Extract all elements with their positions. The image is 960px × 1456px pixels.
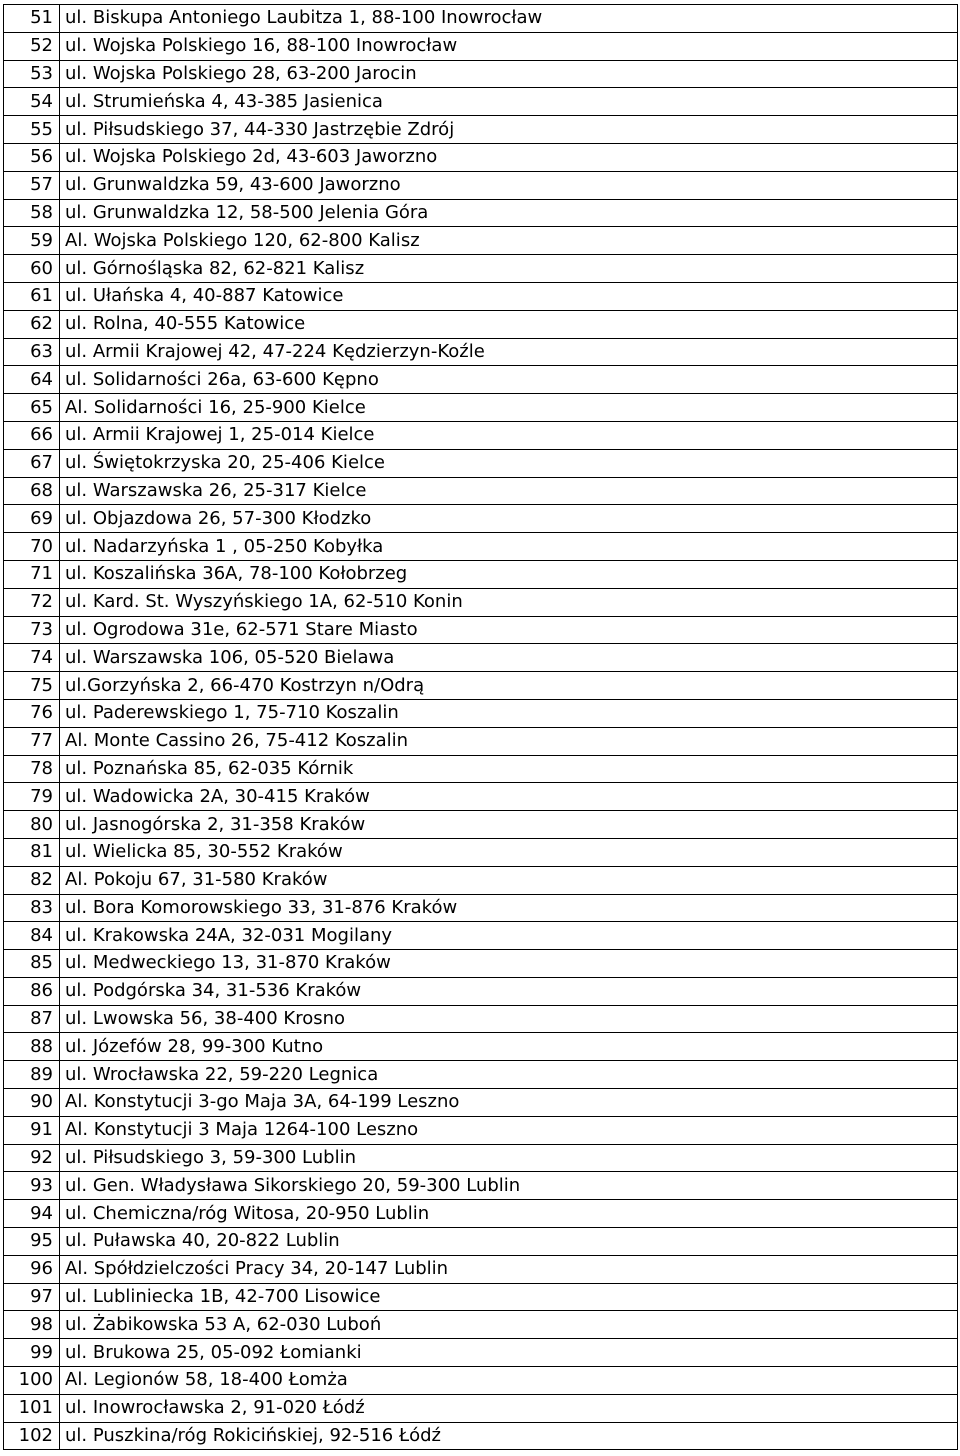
row-address: ul. Puszkina/róg Rokicińskiej, 92-516 Łódź (60, 1422, 958, 1450)
row-address: ul. Warszawska 26, 25-317 Kielce (60, 477, 958, 505)
table-row (4, 282, 958, 310)
row-number: 70 (4, 533, 60, 561)
table-row (4, 1283, 958, 1311)
table-row (4, 838, 958, 866)
row-address: Al. Legionów 58, 18-400 Łomża (60, 1367, 958, 1395)
table-row (4, 338, 958, 366)
table-row (4, 1005, 958, 1033)
row-address: ul. Wojska Polskiego 16, 88-100 Inowrocław (60, 32, 958, 60)
row-address: ul. Wojska Polskiego 2d, 43-603 Jaworzno (60, 143, 958, 171)
row-number: 65 (4, 394, 60, 422)
row-address: ul. Piłsudskiego 3, 59-300 Lublin (60, 1144, 958, 1172)
row-number: 76 (4, 699, 60, 727)
row-number: 102 (4, 1422, 60, 1450)
table-row (4, 1144, 958, 1172)
table-row (4, 866, 958, 894)
row-number: 77 (4, 727, 60, 755)
table-row (4, 88, 958, 116)
row-number: 67 (4, 449, 60, 477)
row-address: ul. Strumieńska 4, 43-385 Jasienica (60, 88, 958, 116)
row-number: 61 (4, 282, 60, 310)
row-number: 60 (4, 255, 60, 283)
row-address: ul. Warszawska 106, 05-520 Bielawa (60, 644, 958, 672)
table-row (4, 1255, 958, 1283)
row-address: ul. Puławska 40, 20-822 Lublin (60, 1228, 958, 1256)
row-number: 101 (4, 1394, 60, 1422)
row-number: 81 (4, 838, 60, 866)
row-number: 62 (4, 310, 60, 338)
row-address: ul. Ułańska 4, 40-887 Katowice (60, 282, 958, 310)
table-row (4, 1033, 958, 1061)
row-address: Al. Spółdzielczości Pracy 34, 20-147 Lublin (60, 1255, 958, 1283)
table-row (4, 1200, 958, 1228)
row-address: ul. Wadowicka 2A, 30-415 Kraków (60, 783, 958, 811)
row-address: Al. Konstytucji 3 Maja 1264-100 Leszno (60, 1116, 958, 1144)
row-address: ul. Koszalińska 36A, 78-100 Kołobrzeg (60, 560, 958, 588)
row-address: ul. Wrocławska 22, 59-220 Legnica (60, 1061, 958, 1089)
row-address: ul. Grunwaldzka 12, 58-500 Jelenia Góra (60, 199, 958, 227)
table-row (4, 366, 958, 394)
row-number: 55 (4, 116, 60, 144)
table-row (4, 1089, 958, 1117)
table-row (4, 1172, 958, 1200)
row-number: 74 (4, 644, 60, 672)
row-address: ul. Armii Krajowej 42, 47-224 Kędzierzyn-Koźle (60, 338, 958, 366)
table-row (4, 143, 958, 171)
row-number: 98 (4, 1311, 60, 1339)
row-number: 56 (4, 143, 60, 171)
row-number: 73 (4, 616, 60, 644)
table-row (4, 255, 958, 283)
table-row (4, 477, 958, 505)
row-number: 97 (4, 1283, 60, 1311)
row-address: Al. Konstytucji 3-go Maja 3A, 64-199 Leszno (60, 1089, 958, 1117)
row-address: ul. Lubliniecka 1B, 42-700 Lisowice (60, 1283, 958, 1311)
table-row (4, 505, 958, 533)
row-address: Al. Monte Cassino 26, 75-412 Koszalin (60, 727, 958, 755)
row-address: ul. Solidarności 26a, 63-600 Kępno (60, 366, 958, 394)
row-number: 82 (4, 866, 60, 894)
table-row (4, 116, 958, 144)
row-address: ul. Ogrodowa 31e, 62-571 Stare Miasto (60, 616, 958, 644)
row-address: ul. Chemiczna/róg Witosa, 20-950 Lublin (60, 1200, 958, 1228)
row-address: ul. Krakowska 24A, 32-031 Mogilany (60, 922, 958, 950)
row-address: ul. Brukowa 25, 05-092 Łomianki (60, 1339, 958, 1367)
table-row (4, 1311, 958, 1339)
row-address: ul.Gorzyńska 2, 66-470 Kostrzyn n/Odrą (60, 672, 958, 700)
row-address: ul. Lwowska 56, 38-400 Krosno (60, 1005, 958, 1033)
table-row (4, 922, 958, 950)
row-address: ul. Wielicka 85, 30-552 Kraków (60, 838, 958, 866)
table-row (4, 1394, 958, 1422)
table-row (4, 1228, 958, 1256)
table-row (4, 1422, 958, 1450)
row-number: 54 (4, 88, 60, 116)
table-row (4, 755, 958, 783)
table-row (4, 1116, 958, 1144)
row-number: 100 (4, 1367, 60, 1395)
address-table-body (4, 5, 958, 1450)
table-row (4, 727, 958, 755)
row-address: ul. Objazdowa 26, 57-300 Kłodzko (60, 505, 958, 533)
table-row (4, 449, 958, 477)
table-row (4, 977, 958, 1005)
row-number: 59 (4, 227, 60, 255)
row-number: 66 (4, 421, 60, 449)
row-address: Al. Wojska Polskiego 120, 62-800 Kalisz (60, 227, 958, 255)
row-number: 84 (4, 922, 60, 950)
row-number: 96 (4, 1255, 60, 1283)
row-address: ul. Armii Krajowej 1, 25-014 Kielce (60, 421, 958, 449)
table-row (4, 616, 958, 644)
row-number: 71 (4, 560, 60, 588)
row-address: ul. Świętokrzyska 20, 25-406 Kielce (60, 449, 958, 477)
table-row (4, 950, 958, 978)
row-number: 88 (4, 1033, 60, 1061)
table-row (4, 1339, 958, 1367)
row-number: 72 (4, 588, 60, 616)
row-number: 63 (4, 338, 60, 366)
table-row (4, 588, 958, 616)
row-number: 75 (4, 672, 60, 700)
address-table (3, 4, 958, 1450)
row-number: 86 (4, 977, 60, 1005)
row-address: ul. Kard. St. Wyszyńskiego 1A, 62-510 Konin (60, 588, 958, 616)
row-number: 80 (4, 811, 60, 839)
table-row (4, 533, 958, 561)
row-number: 90 (4, 1089, 60, 1117)
row-number: 95 (4, 1228, 60, 1256)
table-row (4, 5, 958, 33)
table-row (4, 811, 958, 839)
row-address: Al. Solidarności 16, 25-900 Kielce (60, 394, 958, 422)
row-number: 94 (4, 1200, 60, 1228)
table-row (4, 672, 958, 700)
table-row (4, 644, 958, 672)
table-row (4, 227, 958, 255)
row-address: ul. Wojska Polskiego 28, 63-200 Jarocin (60, 60, 958, 88)
row-number: 69 (4, 505, 60, 533)
row-address: ul. Piłsudskiego 37, 44-330 Jastrzębie Zdrój (60, 116, 958, 144)
row-address: ul. Podgórska 34, 31-536 Kraków (60, 977, 958, 1005)
table-row (4, 894, 958, 922)
row-number: 92 (4, 1144, 60, 1172)
row-number: 58 (4, 199, 60, 227)
table-row (4, 699, 958, 727)
row-number: 89 (4, 1061, 60, 1089)
row-address: ul. Inowrocławska 2, 91-020 Łódź (60, 1394, 958, 1422)
table-row (4, 310, 958, 338)
row-address: ul. Żabikowska 53 A, 62-030 Luboń (60, 1311, 958, 1339)
row-address: ul. Medweckiego 13, 31-870 Kraków (60, 950, 958, 978)
row-address: ul. Biskupa Antoniego Laubitza 1, 88-100 Inowrocław (60, 5, 958, 33)
row-number: 99 (4, 1339, 60, 1367)
row-number: 51 (4, 5, 60, 33)
row-number: 91 (4, 1116, 60, 1144)
row-address: ul. Paderewskiego 1, 75-710 Koszalin (60, 699, 958, 727)
row-address: ul. Poznańska 85, 62-035 Kórnik (60, 755, 958, 783)
table-row (4, 32, 958, 60)
row-number: 78 (4, 755, 60, 783)
table-row (4, 1061, 958, 1089)
row-number: 64 (4, 366, 60, 394)
table-row (4, 560, 958, 588)
table-row (4, 783, 958, 811)
row-address: Al. Pokoju 67, 31-580 Kraków (60, 866, 958, 894)
table-row (4, 421, 958, 449)
row-address: ul. Nadarzyńska 1 , 05-250 Kobyłka (60, 533, 958, 561)
row-number: 79 (4, 783, 60, 811)
row-address: ul. Jasnogórska 2, 31-358 Kraków (60, 811, 958, 839)
row-address: ul. Bora Komorowskiego 33, 31-876 Kraków (60, 894, 958, 922)
row-address: ul. Józefów 28, 99-300 Kutno (60, 1033, 958, 1061)
row-number: 53 (4, 60, 60, 88)
row-number: 87 (4, 1005, 60, 1033)
row-number: 85 (4, 950, 60, 978)
row-address: ul. Rolna, 40-555 Katowice (60, 310, 958, 338)
table-row (4, 199, 958, 227)
row-number: 93 (4, 1172, 60, 1200)
table-row (4, 1367, 958, 1395)
row-address: ul. Gen. Władysława Sikorskiego 20, 59-300 Lublin (60, 1172, 958, 1200)
table-row (4, 171, 958, 199)
table-row (4, 60, 958, 88)
row-number: 52 (4, 32, 60, 60)
row-address: ul. Grunwaldzka 59, 43-600 Jaworzno (60, 171, 958, 199)
row-address: ul. Górnośląska 82, 62-821 Kalisz (60, 255, 958, 283)
table-row (4, 394, 958, 422)
row-number: 68 (4, 477, 60, 505)
row-number: 57 (4, 171, 60, 199)
row-number: 83 (4, 894, 60, 922)
